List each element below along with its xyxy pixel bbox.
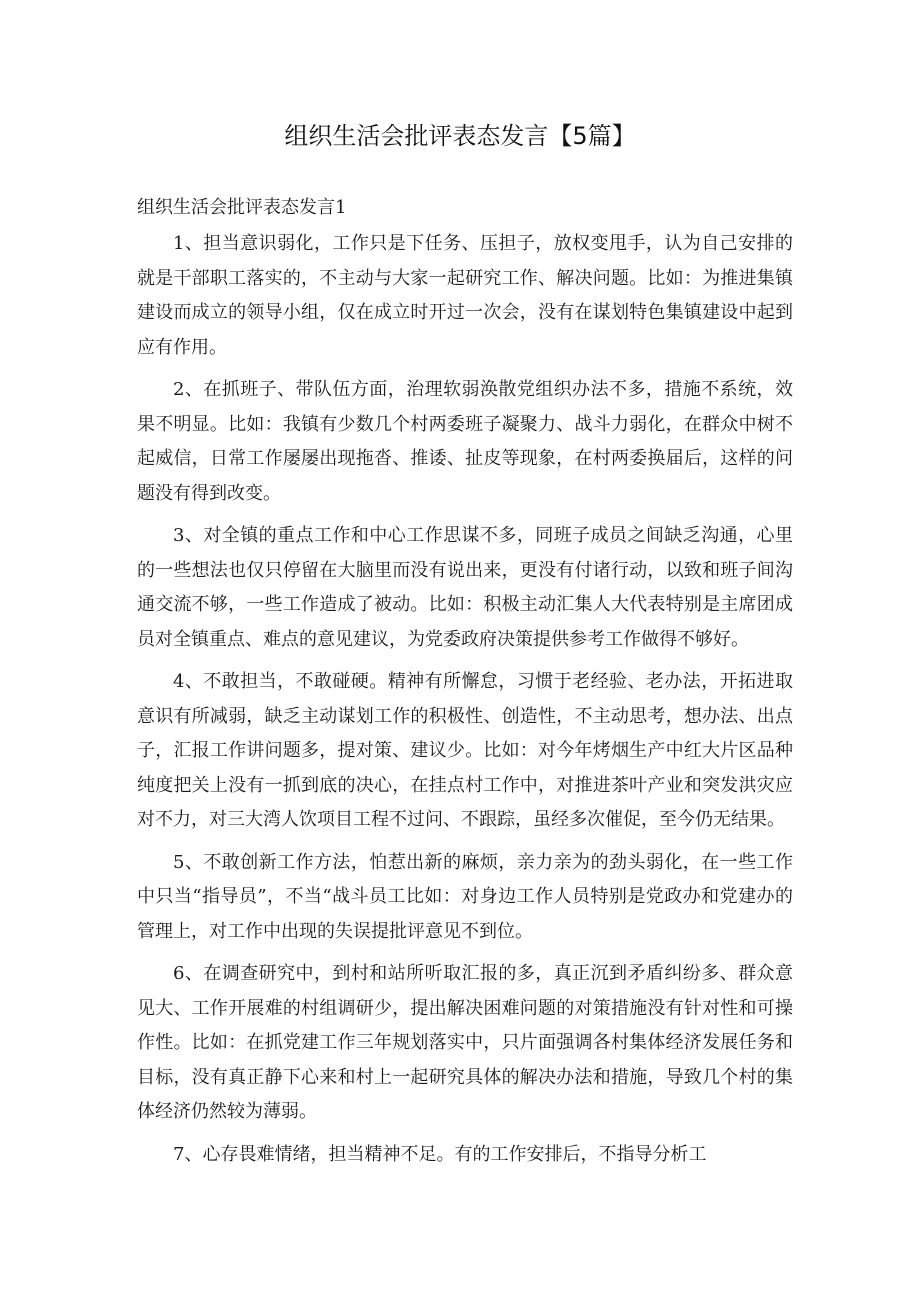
paragraph-3: 3、对全镇的重点工作和中心工作思谋不多，同班子成员之间缺乏沟通，心里的一些想法也仅只停留在大脑里而没有说出来，更没有付诸行动，以致和班子间沟通交流不够，一些工作造成了被动。比如：积极主动汇集人大代表特别是主席团成员对全镇重点、难点的意见建议，为党委政府决策提供参考工作做得不够好。 — [137, 525, 793, 650]
document-body — [137, 227, 793, 1180]
paragraph-2: 2、在抓班子、带队伍方面，治理软弱涣散党组织办法不多，措施不系统，效果不明显。比如：我镇有少数几个村两委班子凝聚力、战斗力弱化，在群众中树不起威信，日常工作屡屡出现拖沓、推诿、扯皮等现象，在村两委换届后，这样的问题没有得到改变。 — [137, 379, 793, 504]
paragraph-5: 5、不敢创新工作方法，怕惹出新的麻烦，亲力亲为的劲头弱化，在一些工作中只当“指导员”，不当“战斗员工比如：对身边工作人员特别是党政办和党建办的管理上，对工作中出现的失误提批评意见不到位。 — [137, 851, 793, 942]
paragraph-1: 1、担当意识弱化，工作只是下任务、压担子，放权变甩手，认为自己安排的就是干部职工落实的，不主动与大家一起研究工作、解决问题。比如：为推进集镇建设而成立的领导小组，仅在成立时开过一次会，没有在谋划特色集镇建设中起到应有作用。 — [137, 233, 793, 358]
paragraph-4: 4、不敢担当，不敢碰硬。精神有所懈怠，习惯于老经验、老办法，开拓进取意识有所减弱，缺乏主动谋划工作的积极性、创造性，不主动思考，想办法、出点子，汇报工作讲问题多，提对策、建议少。比如：对今年烤烟生产中红大片区品种纯度把关上没有一抓到底的决心，在挂点村工作中，对推进茶叶产业和突发洪灾应对不力，对三大湾人饮项目工程不过问、不跟踪，虽经多次催促，至今仍无结果。 — [137, 671, 793, 830]
section-heading: 组织生活会批评表态发言1 — [137, 197, 347, 218]
document-title: 组织生活会批评表态发言【5篇】 — [284, 122, 636, 150]
paragraph-7: 7、心存畏难情绪，担当精神不足。有的工作安排后，不指导分析工 — [173, 1143, 707, 1165]
paragraph-6: 6、在调查研究中，到村和站所听取汇报的多，真正沉到矛盾纠纷多、群众意见大、工作开展难的村组调研少，提出解决困难问题的对策措施没有针对性和可操作性。比如：在抓党建工作三年规划落实中，只片面强调各村集体经济发展任务和目标，没有真正静下心来和村上一起研究具体的解决办法和措施，导致几个村的集体经济仍然较为薄弱。 — [137, 963, 793, 1122]
